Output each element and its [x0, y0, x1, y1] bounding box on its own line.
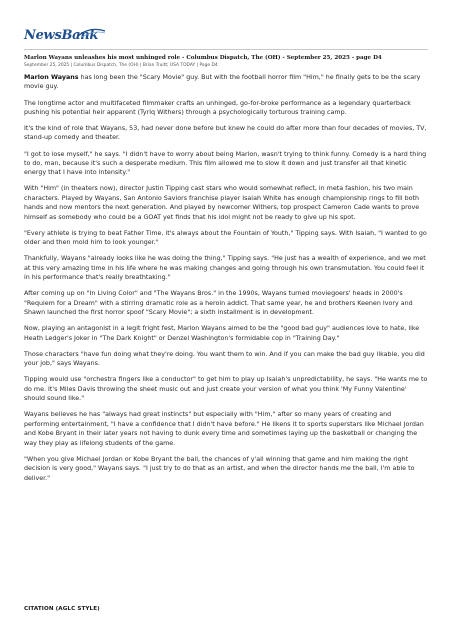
paragraph — [24, 73, 428, 92]
paragraph: It's the kind of role that Wayans, 53, had never done before but knew he could do after more than four decades of movies, TV, stand-up comedy and theater. — [24, 125, 427, 142]
paragraph: Tipping would use "orchestra fingers like a conductor" to get him to play up Isaiah's unpredictability, he says. "He wants me to do me. It's Miles Davis throwing the sheet music out and just create your version of what you think 'My Funny Valentine' should sound like." — [24, 376, 428, 403]
paragraph-text: has long been the "Scary Movie" guy. But with the football horror film "Him," he finally gets to be the scary movie guy. — [24, 74, 421, 91]
article-headline: Marlon Wayans unleashes his most unhinged role - Columbus Dispatch, The (OH) - September 25, 2025 - page D4 — [24, 55, 382, 61]
paragraph: Those characters "have fun doing what they're doing. You want them to win. And if you can make the bad guy likable, you did your job," says Wayans. — [24, 350, 425, 368]
paragraph: With "Him" (in theaters now), director Justin Tipping cast stars who would somewhat reflect, in meta fashion, his two main characters. Played by Wayans, San Antonio Saviors franchise player Isaiah White has enough championship rings to fill both hands and now mentors the next generation. And played by newcomer Withers, top prospect Cameron Cade wants to prove himself as somebody who could be a GOAT yet finds that his idol might not be ready to give up his spot. — [24, 185, 420, 221]
logo-wordmark: NewsBank — [24, 28, 99, 43]
paragraph: The longtime actor and multifaceted filmmaker crafts an unhinged, go-for-broke performance as a legendary quarterback pushing his potential heir apparent (Tyriq Withers) through a psychologically torturous training camp. — [24, 99, 411, 116]
header-divider — [24, 49, 428, 50]
paragraph: Wayans believes he has "always had great instincts" but especially with "Him," after so many years of creating and performing entertainment, "I have a confidence that I didn't have before." He likens it to sports superstars like Michael Jordan and Kobe Bryant in their later years not having to dunk every time and sometimes laying up the basketball or changing the way they play as lifelong students of the game. — [24, 411, 424, 447]
paragraph: "When you give Michael Jordan or Kobe Bryant the ball, the chances of y'all winning that game and him making the right decision is very good," Wayans says. "I just try to do that as an artist, and when the director hands me the ball, I'm able to deliver." — [24, 455, 415, 482]
paragraph: After coming up on "In Living Color" and "The Wayans Bros." in the 1990s, Wayans turned moviegoers' heads in 2000's "Requiem for a Dream" with a stirring dramatic role as a heroin addict. That same year, he and brothers Keenen Ivory and Shawn launched the first horror spoof "Scary Movie"; a sixth installment is in development. — [24, 290, 413, 317]
lead-name: Marlon Wayans — [24, 74, 79, 81]
article-body — [24, 73, 428, 490]
paragraph: "I got to lose myself," he says. "I didn't have to worry about being Marlon, wasn't trying to think funny. Comedy is a hard thing to do, man, because it's such a desperate medium. This film allowed me to slow it down and just transfer all that kinetic energy that I have into intensity." — [24, 150, 427, 177]
swoosh-icon — [76, 28, 106, 38]
paragraph: "Every athlete is trying to beat Father Time, it's always about the Fountain of Youth," Tipping says. With Isaiah, "I wanted to go older and then mold him to look younger." — [24, 229, 427, 247]
newsbank-logo — [24, 28, 104, 46]
paragraph: Now, playing an antagonist in a legit fright fest, Marlon Wayans aimed to be the "good bad guy" audiences love to hate, like Heath Ledger's Joker in "The Dark Knight" or Denzel Washington's formidable cop in "Training Day." — [24, 325, 420, 342]
article-meta: September 25, 2025 | Columbus Dispatch, The (OH) | Brian Truitt; USA TODAY | Page D4 — [24, 63, 218, 68]
citation-heading: CITATION (AGLC STYLE) — [24, 606, 100, 612]
paragraph: Thankfully, Wayans "already looks like he was doing the thing," Tipping says. "He just has a wealth of experience, and we met at this very amazing time in his life where he was making changes and going through his own transmutation. You could feel it in his performance that's really breathtaking." — [24, 255, 426, 282]
